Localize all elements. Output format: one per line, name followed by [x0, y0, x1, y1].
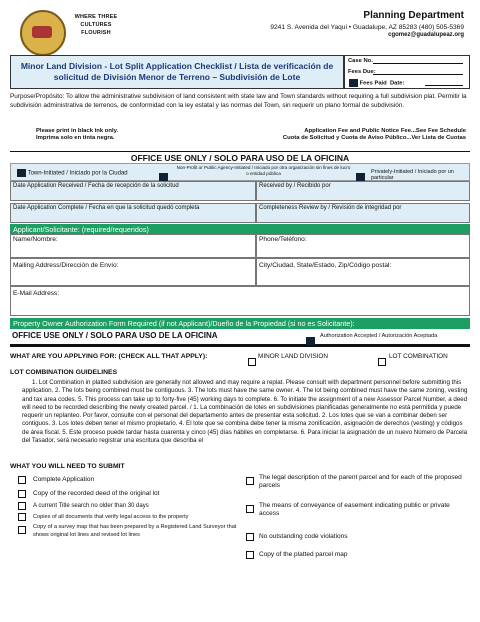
received-by-label: Received by / Recibido por	[259, 183, 331, 189]
submit-item-left-2[interactable]	[18, 490, 26, 499]
applicant-banner: Applicant/Solicitante: (required/requeridos)	[10, 224, 470, 235]
submit-label: Copy of the platted parcel map	[259, 551, 348, 558]
department-name: Planning Department	[363, 10, 464, 21]
submit-label: The legal description of the parent parcel and for each of the proposed parcels	[259, 474, 462, 489]
city-state-zip-label: City/Ciudad, State/Estado, Zip/Código postal:	[259, 262, 392, 269]
print-notice	[36, 128, 118, 142]
received-by-field[interactable]	[256, 181, 470, 201]
fee-notice-en: Application Fee and Public Notice Fee...See Fee Schedule	[304, 128, 466, 134]
initiation-row	[10, 163, 470, 181]
submit-checkbox[interactable]	[246, 505, 254, 513]
owner-office-use-label: OFFICE USE ONLY / SOLO PARA USO DE LA OFICINA	[12, 331, 218, 340]
applicant-phone-field[interactable]	[256, 234, 470, 258]
submit-item-left-4[interactable]	[18, 513, 26, 522]
guidelines-title: LOT COMBINATION GUIDELINES	[10, 369, 118, 376]
submit-item-left-1[interactable]	[18, 476, 26, 485]
lot-combination-checkbox[interactable]	[378, 358, 386, 366]
applicant-phone-label: Phone/Teléfono:	[259, 236, 307, 243]
submit-checkbox[interactable]	[18, 502, 26, 510]
submit-label: Copy of a survey map that has been prepared by a Registered Land Surveyor that shows original lot lines and revised lot lines	[33, 524, 237, 538]
authorization-accepted-checkbox[interactable]	[306, 337, 315, 345]
submit-checkbox[interactable]	[246, 533, 254, 541]
minor-land-division-checkbox[interactable]	[248, 358, 256, 366]
submit-item-right-1[interactable]	[246, 477, 254, 486]
case-no-label: Case No.	[348, 58, 373, 64]
private-initiated-label: Privately-Initiated / Iniciado por un particular	[371, 169, 454, 181]
lot-combination-label: LOT COMBINATION	[389, 353, 448, 360]
owner-office-use-row	[10, 329, 470, 347]
fees-paid-checkbox[interactable]	[349, 79, 358, 87]
applicant-name-field[interactable]	[10, 234, 256, 258]
department-email[interactable]: cgomez@guadalupeaz.org	[388, 32, 464, 38]
nonprofit-initiated-checkbox[interactable]	[159, 173, 168, 181]
submit-label: No outstanding code violations	[259, 533, 348, 540]
fee-notice-es: Cuota de Solicitud y Cuota de Aviso Público...Ver Lista de Cuotas	[282, 135, 466, 141]
applying-for-question: WHAT ARE YOU APPLYING FOR: (CHECK ALL THAT APPLY):	[10, 353, 208, 360]
submit-label: A current Title search no older than 30 days	[33, 503, 149, 509]
date-complete-field[interactable]	[10, 203, 256, 223]
authorization-accepted-label: Authorization Accepted / Autorización Aceptada	[320, 333, 438, 339]
town-initiated-label: Town-Initiated / Iniciado por la Ciudad	[27, 170, 128, 177]
mailing-address-field[interactable]	[10, 258, 256, 286]
date-label: Date:	[389, 80, 405, 87]
applicant-name-label: Name/Nombre:	[13, 236, 58, 243]
submit-label: Copy of the recorded deed of the original lot	[33, 490, 160, 497]
form-title-box	[10, 55, 344, 89]
submit-title: WHAT YOU WILL NEED TO SUBMIT	[10, 463, 125, 470]
completeness-review-field[interactable]	[256, 203, 470, 223]
fee-notice	[283, 128, 466, 142]
mailing-address-label: Mailing Address/Dirección de Envío:	[13, 262, 119, 269]
submit-item-right-3[interactable]	[246, 533, 254, 542]
print-notice-es: Imprima solo en tinta negra.	[36, 135, 115, 141]
submit-item-right-4[interactable]	[246, 551, 254, 560]
fees-paid-label: Fees Paid	[359, 80, 387, 87]
submit-item-left-3[interactable]	[18, 502, 26, 511]
submit-checkbox[interactable]	[246, 551, 254, 559]
submit-label: The means of conveyance of easement indicating public or private access	[259, 502, 450, 517]
fees-paid-date-field[interactable]	[425, 85, 463, 86]
submit-checkbox[interactable]	[18, 513, 26, 521]
fees-due-label: Fees Due:	[348, 69, 376, 75]
date-complete-label: Date Application Complete / Fecha en que la solicitud quedó completa	[13, 205, 200, 211]
private-initiated-checkbox[interactable]	[356, 173, 365, 181]
submit-item-left-5[interactable]	[18, 526, 26, 535]
submit-label: Complete Application	[33, 476, 95, 483]
town-motto: WHERE THREE CULTURES FLOURISH	[74, 14, 118, 36]
guidelines-text: 1. Lot Combination in platted subdivision are generally not allowed and may require a replat. Please consult with department personnel before submitting this application. 2. The lots being combined must be contiguous. 3. The lots must have the same owner. 4. The lot being combined must have the same zoning, vesting and tax area codes. 5. This process can take up to forty-five (45) working days to complete. 6. To initiate the assignment of a new Assessor Parcel Number, a deed will need to be recorded describing the newly created parcel. / 1. La combinación de lotes en subdivisiones planificadas generalmente no está permitida y puede requerir un replanteo. Por favor, consulte con el personal del departamento antes de presentar esta solicitud. 2. Los lotes que se van a combinar deben ser contiguos. 3. Los lotes deben tener el mismo propietario. 4. El lote que se combina debe tener la misma zonificación, asignación de derechos (vesting) y códigos de área fiscal. 5. Este proceso puede tardar hasta cuarenta y cinco (45) días hábiles en completarse. 6. Para iniciar la asignación de un nuevo Número de Parcela del Tasador, será necesario registrar una escritura que describa el	[22, 379, 468, 445]
fees-due-field[interactable]	[373, 74, 463, 75]
minor-land-division-label: MINOR LAND DIVISION	[258, 353, 328, 360]
applicant-email-label: E-Mail Address:	[13, 290, 60, 297]
applicant-email-field[interactable]	[10, 286, 470, 316]
nonprofit-initiated-label: Non-Profit or Public Agency-Initiated / Iniciado por otra organización sin fines de lucro o entidad pública	[176, 165, 351, 176]
department-address: 9241 S. Avenida del Yaqui • Guadalupe, AZ 85283 (480) 505-5369	[270, 24, 464, 31]
city-state-zip-field[interactable]	[256, 258, 470, 286]
completeness-review-label: Completeness Review by / Revisión de integridad por	[259, 205, 402, 211]
case-info-box	[344, 55, 470, 89]
office-use-title: OFFICE USE ONLY / SOLO PARA USO DE LA OFICINA	[10, 151, 470, 163]
town-logo	[20, 10, 66, 56]
submit-checkbox[interactable]	[246, 477, 254, 485]
submit-checkbox[interactable]	[18, 476, 26, 484]
town-initiated-checkbox[interactable]	[17, 169, 26, 177]
print-notice-en: Please print in black ink only.	[36, 128, 119, 134]
date-received-field[interactable]	[10, 181, 256, 201]
submit-checkbox[interactable]	[18, 490, 26, 498]
purpose-text: Purpose/Propósito: To allow the administrative subdivision of land consistent with state law and Town standards without requiring a full subdivision plat. Permitir la subdivisión administrativa de terrenos, de conformidad con la ley estatal y las normas del Town, sin requerir un plano formal de subdivisión.	[10, 93, 467, 109]
owner-authorization-banner: Property Owner Authorization Form Required (if not Applicant)/Dueño de la Propiedad (si no es Solicitante):	[10, 318, 470, 329]
date-received-label: Date Application Received / Fecha de recepción de la solicitud	[13, 183, 179, 189]
submit-item-right-2[interactable]	[246, 505, 254, 514]
form-title: Minor Land Division - Lot Split Application Checklist / Lista de verificación de solicitud de División Menor de Terreno – Subdivisión de Lote	[20, 61, 334, 82]
submit-checkbox[interactable]	[18, 526, 26, 534]
submit-label: Copies of all documents that verify legal access to the property	[33, 514, 189, 520]
case-no-field[interactable]	[373, 63, 463, 64]
